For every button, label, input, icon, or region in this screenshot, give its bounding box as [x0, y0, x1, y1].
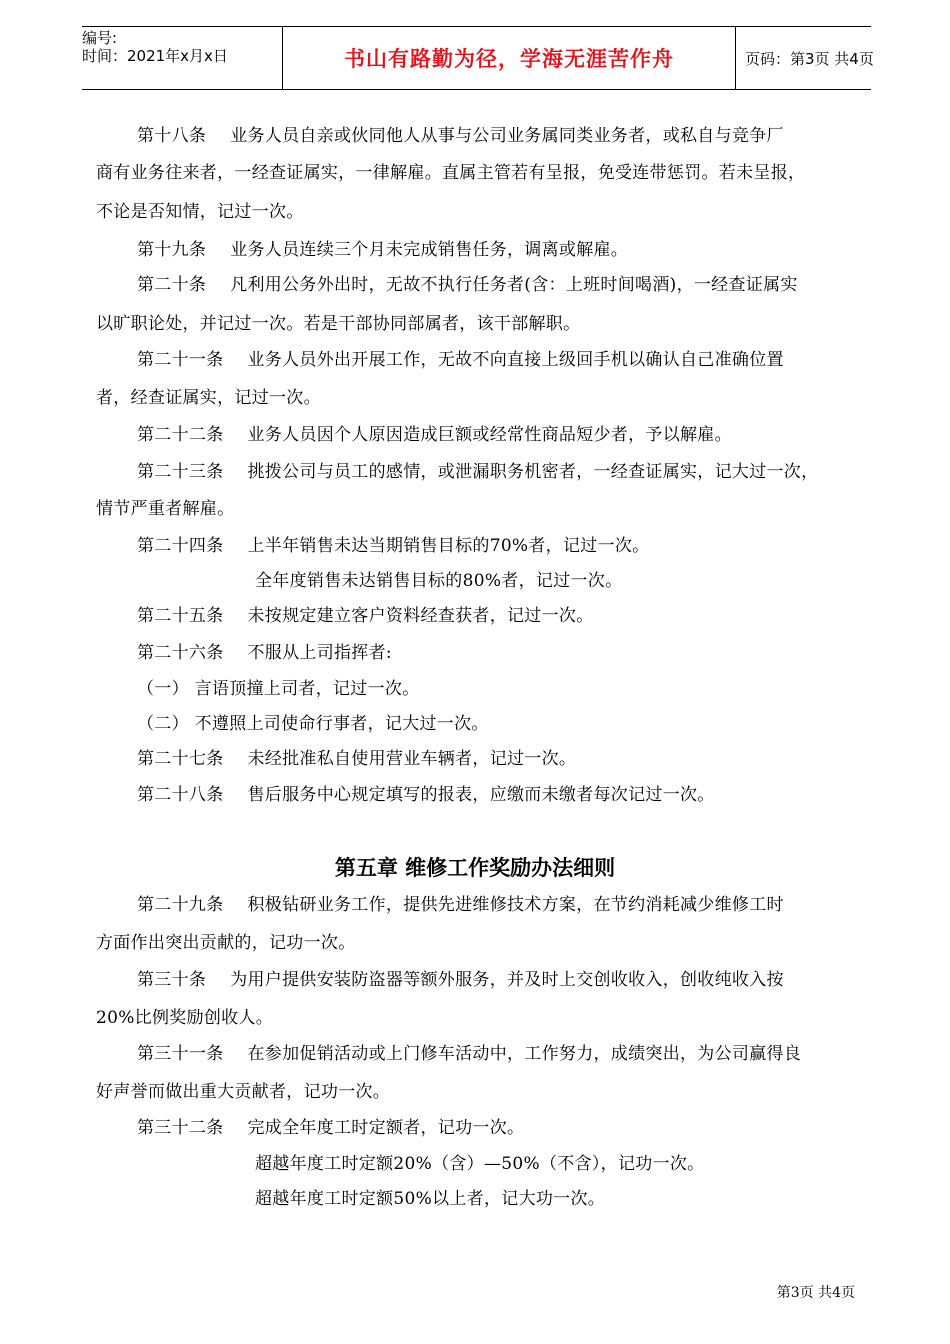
- header-motto: 书山有路勤为径，学海无涯苦作舟: [344, 47, 674, 71]
- article-21-line-1: 第二十一条 业务人员外出开展工作，无故不向直接上级回手机以确认自己准确位置: [137, 350, 784, 370]
- header-page-cell: [735, 27, 881, 89]
- article-29-line-1: 第二十九条 积极钻研业务工作，提供先进维修技术方案，在节约消耗减少维修工时: [137, 895, 784, 915]
- header-motto-cell: [282, 27, 736, 89]
- article-29-line-2: 方面作出突出贡献的，记功一次。: [96, 933, 356, 953]
- article-32-line-3: 超越年度工时定额50%以上者，记大功一次。: [255, 1189, 606, 1209]
- doc-time-label: 时间：2021年x月x日: [82, 47, 228, 65]
- header-page-label: 页码：第3页 共4页: [745, 49, 874, 68]
- page-footer: 第3页 共4页: [776, 1285, 855, 1301]
- article-27: 第二十七条 未经批准私自使用营业车辆者，记过一次。: [137, 749, 577, 769]
- article-24-line-1: 第二十四条 上半年销售未达当期销售目标的70%者，记过一次。: [137, 536, 650, 556]
- article-22: 第二十二条 业务人员因个人原因造成巨额或经常性商品短少者，予以解雇。: [137, 425, 732, 445]
- article-18-line-1: 第十八条 业务人员自亲或伙同他人从事与公司业务属同类业务者，或私自与竞争厂: [137, 126, 784, 146]
- header-meta: [82, 27, 282, 91]
- article-20-line-2: 以旷职论处，并记过一次。若是干部协同部属者，该干部解职。: [96, 314, 581, 334]
- article-18-line-2: 商有业务往来者，一经查证属实，一律解雇。直属主管若有呈报，免受连带惩罚。若未呈报，: [96, 163, 806, 183]
- article-23-line-1: 第二十三条 挑拨公司与员工的感情，或泄漏职务机密者，一经查证属实，记大过一次，: [137, 462, 819, 482]
- article-30-line-1: 第三十条 为用户提供安装防盗器等额外服务，并及时上交创收收入，创收纯收入按: [137, 970, 784, 990]
- article-21-line-2: 者，经查证属实，记过一次。: [96, 388, 321, 408]
- doc-number-label: 编号:: [82, 29, 118, 47]
- article-25: 第二十五条 未按规定建立客户资料经查获者，记过一次。: [137, 606, 594, 626]
- article-31-line-2: 好声誉而做出重大贡献者，记功一次。: [96, 1082, 391, 1102]
- article-23-line-2: 情节严重者解雇。: [96, 499, 235, 519]
- article-32-line-2: 超越年度工时定额20%（含）—50%（不含），记功一次。: [255, 1154, 705, 1174]
- article-28: 第二十八条 售后服务中心规定填写的报表，应缴而未缴者每次记过一次。: [137, 785, 715, 805]
- article-19: 第十九条 业务人员连续三个月未完成销售任务，调离或解雇。: [137, 240, 629, 260]
- article-26-item-1: （一） 言语顶撞上司者，记过一次。: [137, 679, 420, 699]
- article-20-line-1: 第二十条 凡利用公务外出时，无故不执行任务者(含：上班时间喝酒)，一经查证属实: [137, 275, 798, 295]
- article-18-line-3: 不论是否知情，记过一次。: [96, 202, 304, 222]
- article-32-line-1: 第三十二条 完成全年度工时定额者，记功一次。: [137, 1118, 525, 1138]
- article-26-item-2: （二） 不遵照上司使命行事者，记大过一次。: [137, 714, 489, 734]
- article-26: 第二十六条 不服从上司指挥者:: [137, 643, 392, 663]
- article-24-line-2: 全年度销售未达销售目标的80%者，记过一次。: [255, 571, 623, 591]
- chapter-title: 第五章 维修工作奖励办法细则: [334, 856, 616, 880]
- header-table: [82, 26, 874, 90]
- article-30-line-2: 20%比例奖励创收人。: [96, 1008, 274, 1028]
- article-31-line-1: 第三十一条 在参加促销活动或上门修车活动中，工作努力，成绩突出，为公司赢得良: [137, 1044, 802, 1064]
